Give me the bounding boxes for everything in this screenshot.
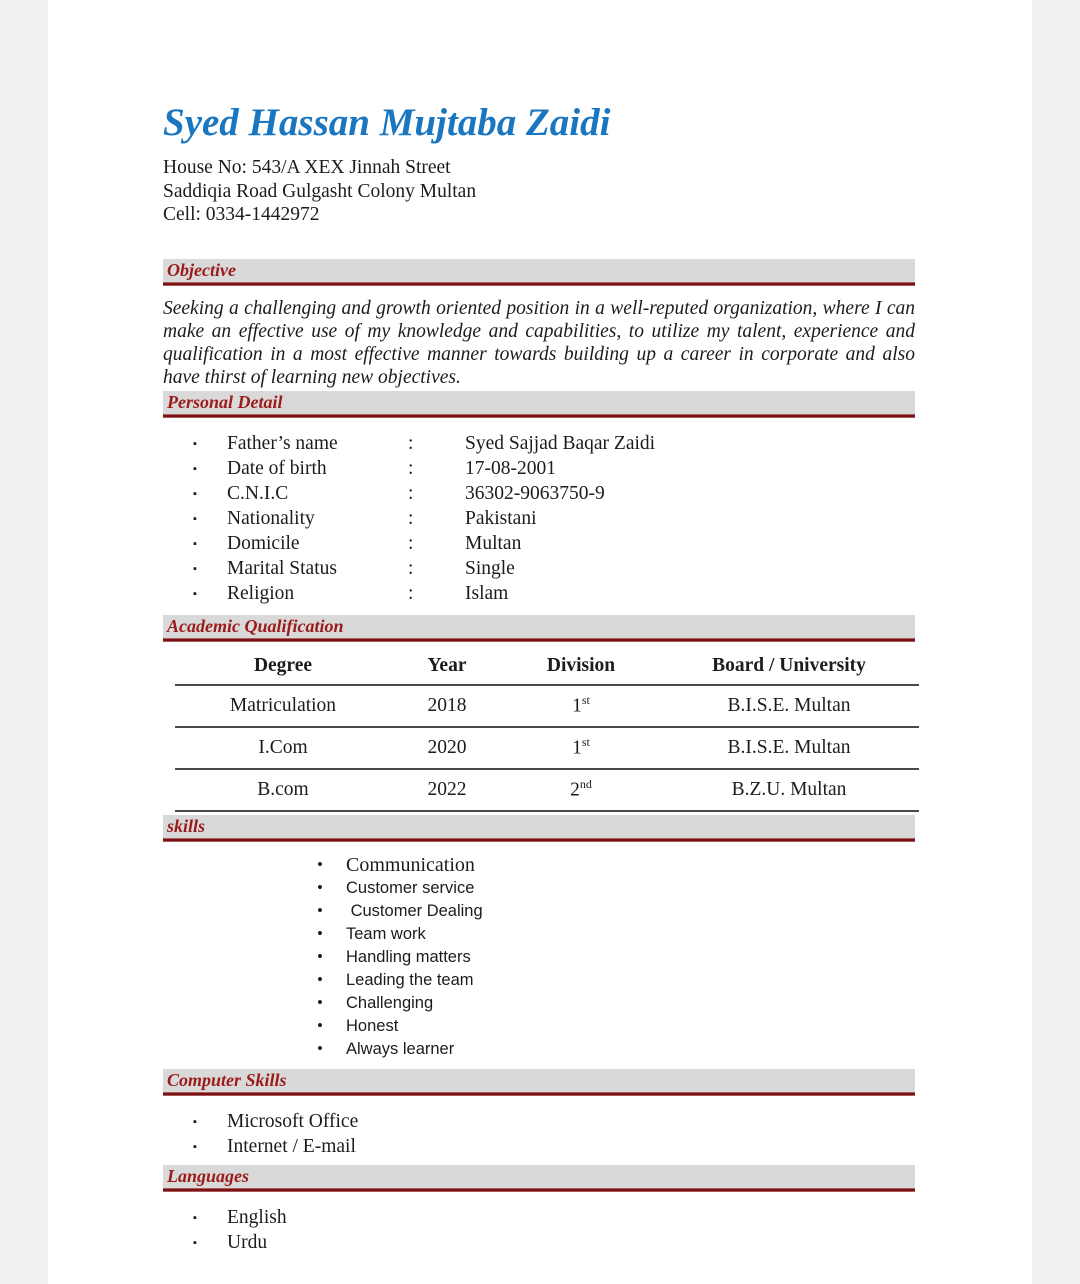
academic-header-row — [175, 648, 919, 685]
list-item — [163, 854, 915, 877]
detail-label: Marital Status — [227, 558, 337, 579]
academic-heading-bar — [163, 615, 915, 638]
language-label: Urdu — [227, 1232, 268, 1253]
section-academic-qualification — [163, 615, 915, 642]
detail-value: Single — [465, 558, 515, 579]
languages-heading-bar — [163, 1165, 915, 1188]
list-item — [163, 877, 915, 900]
cell-board: B.I.S.E. Multan — [659, 727, 919, 769]
cell-degree: B.com — [175, 769, 391, 811]
section-personal-detail — [163, 391, 915, 418]
bullet-round-icon: • — [317, 901, 323, 920]
languages-heading-rule — [163, 1188, 915, 1192]
personal-detail-list — [163, 432, 915, 607]
skill-label: Leading the team — [346, 970, 474, 989]
detail-label: Nationality — [227, 508, 315, 529]
skill-label: Communication — [346, 853, 475, 876]
objective-heading-rule — [163, 282, 915, 286]
bullet-round-icon: • — [317, 855, 323, 874]
cell-division — [503, 727, 659, 769]
personal-detail-row — [163, 507, 915, 532]
division-ordinal: st — [581, 693, 590, 708]
resume-page — [48, 0, 1032, 1284]
bullet-round-icon: • — [317, 1016, 323, 1035]
skill-label: Team work — [346, 924, 426, 943]
list-item — [163, 900, 915, 923]
bullet-square-icon: ▪ — [193, 1212, 197, 1224]
academic-heading-rule — [163, 638, 915, 642]
column-header-year: Year — [391, 648, 503, 685]
computer-skills-heading-rule — [163, 1092, 915, 1096]
detail-value: Multan — [465, 533, 522, 554]
cell-division — [503, 769, 659, 811]
personal-detail-row — [163, 582, 915, 607]
table-row — [175, 769, 919, 811]
personal-detail-row — [163, 532, 915, 557]
list-item — [163, 1135, 915, 1160]
bullet-square-icon: ▪ — [193, 438, 197, 450]
bullet-square-icon: ▪ — [193, 513, 197, 525]
division-number: 1 — [572, 737, 582, 759]
languages-list — [163, 1206, 915, 1256]
detail-value: Pakistani — [465, 508, 537, 529]
skill-label: Customer Dealing — [346, 901, 483, 920]
bullet-round-icon: • — [317, 1039, 323, 1058]
table-row — [175, 727, 919, 769]
column-header-degree: Degree — [175, 648, 391, 685]
address-line-street: House No: 543/A XEX Jinnah Street — [163, 157, 451, 178]
academic-table — [175, 648, 919, 812]
list-item — [163, 1231, 915, 1256]
cell-division — [503, 685, 659, 727]
column-header-board: Board / University — [659, 648, 919, 685]
bullet-round-icon: • — [317, 924, 323, 943]
personal-detail-row — [163, 557, 915, 582]
bullet-square-icon: ▪ — [193, 563, 197, 575]
table-row — [175, 685, 919, 727]
bullet-square-icon: ▪ — [193, 463, 197, 475]
column-header-division: Division — [503, 648, 659, 685]
list-item — [163, 923, 915, 946]
detail-value: Syed Sajjad Baqar Zaidi — [465, 433, 656, 454]
bullet-square-icon: ▪ — [193, 1141, 197, 1153]
languages-heading: Languages — [167, 1165, 250, 1186]
cell-board: B.Z.U. Multan — [659, 769, 919, 811]
cell-year: 2022 — [391, 769, 503, 811]
list-item — [163, 946, 915, 969]
personal-detail-row — [163, 457, 915, 482]
detail-colon: : — [408, 583, 414, 604]
division-ordinal: st — [581, 735, 590, 750]
address-line-city: Saddiqia Road Gulgasht Colony Multan — [163, 180, 477, 202]
computer-skill-label: Internet / E-mail — [227, 1136, 356, 1157]
computer-skill-label: Microsoft Office — [227, 1111, 359, 1132]
academic-heading: Academic Qualification — [167, 615, 344, 636]
detail-value: 17-08-2001 — [465, 458, 556, 479]
address-line-cell: Cell: 0334-1442972 — [163, 204, 320, 225]
personal-detail-row — [163, 432, 915, 457]
objective-heading-bar — [163, 259, 915, 282]
list-item — [163, 1110, 915, 1135]
language-label: English — [227, 1207, 287, 1228]
personal-detail-heading-bar — [163, 391, 915, 414]
skill-label: Always learner — [346, 1039, 455, 1058]
bullet-square-icon: ▪ — [193, 488, 197, 500]
cell-year: 2018 — [391, 685, 503, 727]
skill-label: Challenging — [346, 993, 434, 1012]
bullet-square-icon: ▪ — [193, 1237, 197, 1249]
detail-value: 36302-9063750-9 — [465, 483, 605, 504]
bullet-round-icon: • — [317, 878, 323, 897]
skill-label: Handling matters — [346, 947, 471, 966]
cell-degree: Matriculation — [175, 685, 391, 727]
detail-colon: : — [408, 508, 414, 529]
section-skills — [163, 815, 915, 842]
cell-board: B.I.S.E. Multan — [659, 685, 919, 727]
list-item — [163, 1038, 915, 1061]
personal-detail-heading: Personal Detail — [167, 391, 283, 412]
list-item — [163, 969, 915, 992]
computer-skills-heading-bar — [163, 1069, 915, 1092]
address-block — [163, 156, 915, 227]
list-item — [163, 1015, 915, 1038]
detail-colon: : — [408, 483, 414, 504]
personal-detail-heading-rule — [163, 414, 915, 418]
detail-label: Domicile — [227, 533, 300, 554]
skills-list — [163, 854, 915, 1061]
section-languages — [163, 1165, 915, 1192]
bullet-square-icon: ▪ — [193, 538, 197, 550]
cell-degree: I.Com — [175, 727, 391, 769]
list-item — [163, 992, 915, 1015]
detail-value: Islam — [465, 583, 509, 604]
detail-label: Father’s name — [227, 433, 338, 454]
bullet-square-icon: ▪ — [193, 588, 197, 600]
list-item — [163, 1206, 915, 1231]
detail-colon: : — [408, 533, 414, 554]
bullet-round-icon: • — [317, 947, 323, 966]
detail-colon: : — [408, 433, 414, 454]
objective-heading: Objective — [167, 259, 236, 280]
division-number: 1 — [572, 695, 582, 717]
section-objective — [163, 259, 915, 286]
detail-label: C.N.I.C — [227, 483, 289, 504]
detail-colon: : — [408, 458, 414, 479]
skills-heading: skills — [167, 815, 206, 836]
detail-label: Religion — [227, 583, 295, 604]
bullet-round-icon: • — [317, 993, 323, 1012]
detail-colon: : — [408, 558, 414, 579]
cell-year: 2020 — [391, 727, 503, 769]
computer-skills-heading: Computer Skills — [167, 1069, 287, 1090]
bullet-square-icon: ▪ — [193, 1116, 197, 1128]
skills-heading-rule — [163, 838, 915, 842]
computer-skills-list — [163, 1110, 915, 1160]
bullet-round-icon: • — [317, 970, 323, 989]
objective-text: Seeking a challenging and growth oriented position in a well-reputed organization, where I can make an effective use of my knowledge and capabilities, to utilize my talent, experience and qualification in a most effective manner towards building up a career in corporate and also have thirst of learning new objectives. — [163, 297, 915, 388]
division-ordinal: nd — [579, 777, 592, 792]
skill-label: Honest — [346, 1016, 399, 1035]
division-number: 2 — [570, 779, 580, 801]
section-computer-skills — [163, 1069, 915, 1096]
resume-name: Syed Hassan Mujtaba Zaidi — [163, 101, 611, 144]
resume-content — [163, 0, 915, 1256]
skill-label: Customer service — [346, 878, 475, 897]
personal-detail-row — [163, 482, 915, 507]
skills-heading-bar — [163, 815, 915, 838]
detail-label: Date of birth — [227, 458, 327, 479]
